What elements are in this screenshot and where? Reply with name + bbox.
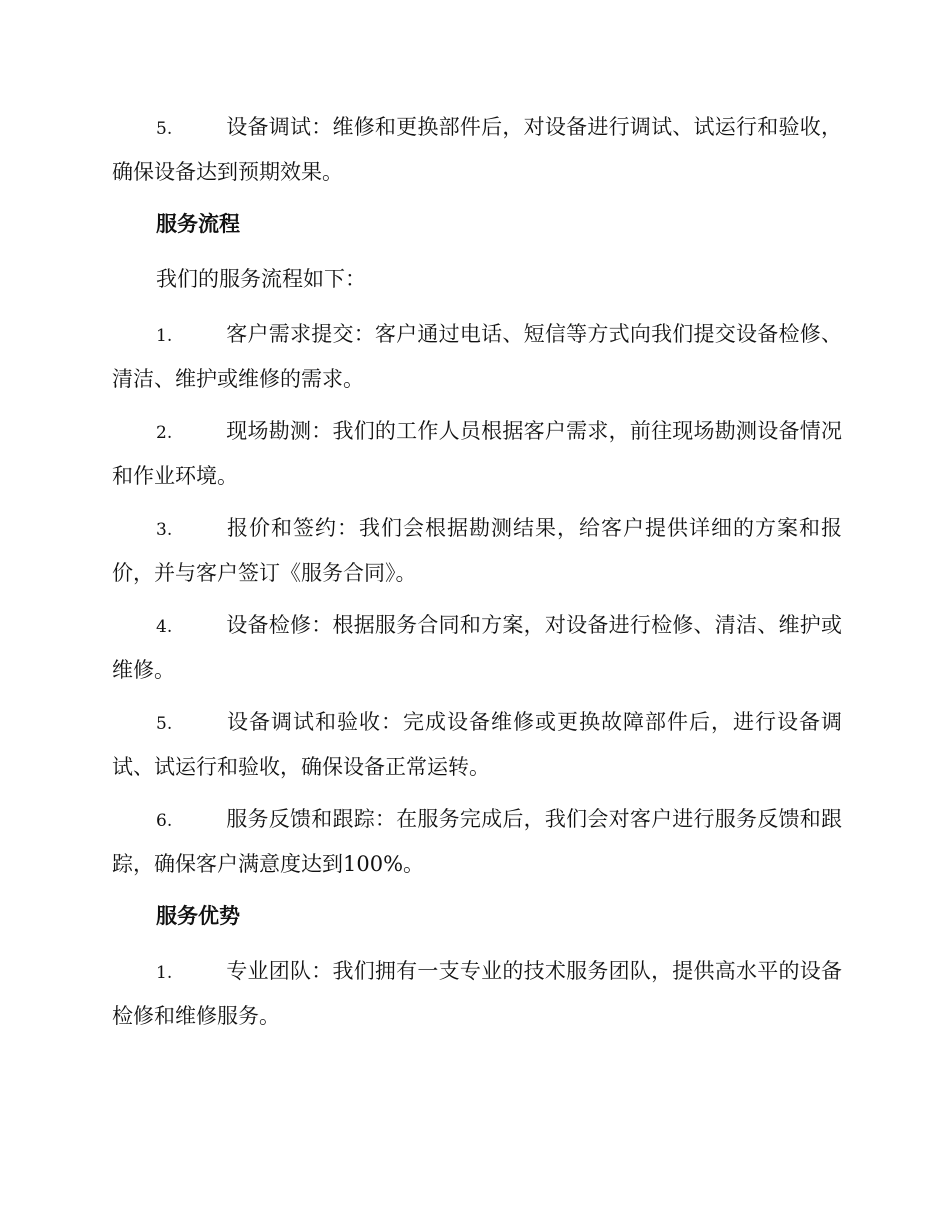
item-text: 设备调试和验收：完成设备维修或更换故障部件后，进行设备调试、试运行和验收，确保设备正常运转。 xyxy=(112,710,842,779)
item-number: 6. xyxy=(156,811,173,831)
item-text: 专业团队：我们拥有一支专业的技术服务团队，提供高水平的设备检修和维修服务。 xyxy=(112,959,842,1028)
list-item xyxy=(112,410,842,498)
item-number: 5. xyxy=(156,119,173,139)
item-text: 服务反馈和跟踪：在服务完成后，我们会对客户进行服务反馈和跟踪，确保客户满意度达到100%。 xyxy=(112,807,842,876)
list-item xyxy=(112,507,842,595)
list-item xyxy=(112,798,842,886)
item-number: 3. xyxy=(156,520,173,540)
item-number: 1. xyxy=(156,963,173,983)
section-heading-advantages: 服务优势 xyxy=(156,903,240,928)
list-item xyxy=(112,106,842,194)
item-text: 客户需求提交：客户通过电话、短信等方式向我们提交设备检修、清洁、维护或维修的需求。 xyxy=(112,322,842,391)
list-item xyxy=(112,313,842,401)
section-heading-process: 服务流程 xyxy=(156,211,240,236)
item-number: 2. xyxy=(156,423,173,443)
item-text: 设备检修：根据服务合同和方案，对设备进行检修、清洁、维护或维修。 xyxy=(112,613,842,682)
item-text: 设备调试：维修和更换部件后，对设备进行调试、试运行和验收，确保设备达到预期效果。 xyxy=(112,115,842,184)
list-item xyxy=(112,701,842,789)
item-number: 5. xyxy=(156,714,173,734)
item-text: 现场勘测：我们的工作人员根据客户需求，前往现场勘测设备情况和作业环境。 xyxy=(112,419,842,488)
item-number: 1. xyxy=(156,326,173,346)
list-item xyxy=(112,950,842,1038)
section-intro: 我们的服务流程如下： xyxy=(156,267,366,291)
item-number: 4. xyxy=(156,617,173,637)
list-item xyxy=(112,604,842,692)
item-text: 报价和签约：我们会根据勘测结果，给客户提供详细的方案和报价，并与客户签订《服务合同》。 xyxy=(112,516,842,585)
